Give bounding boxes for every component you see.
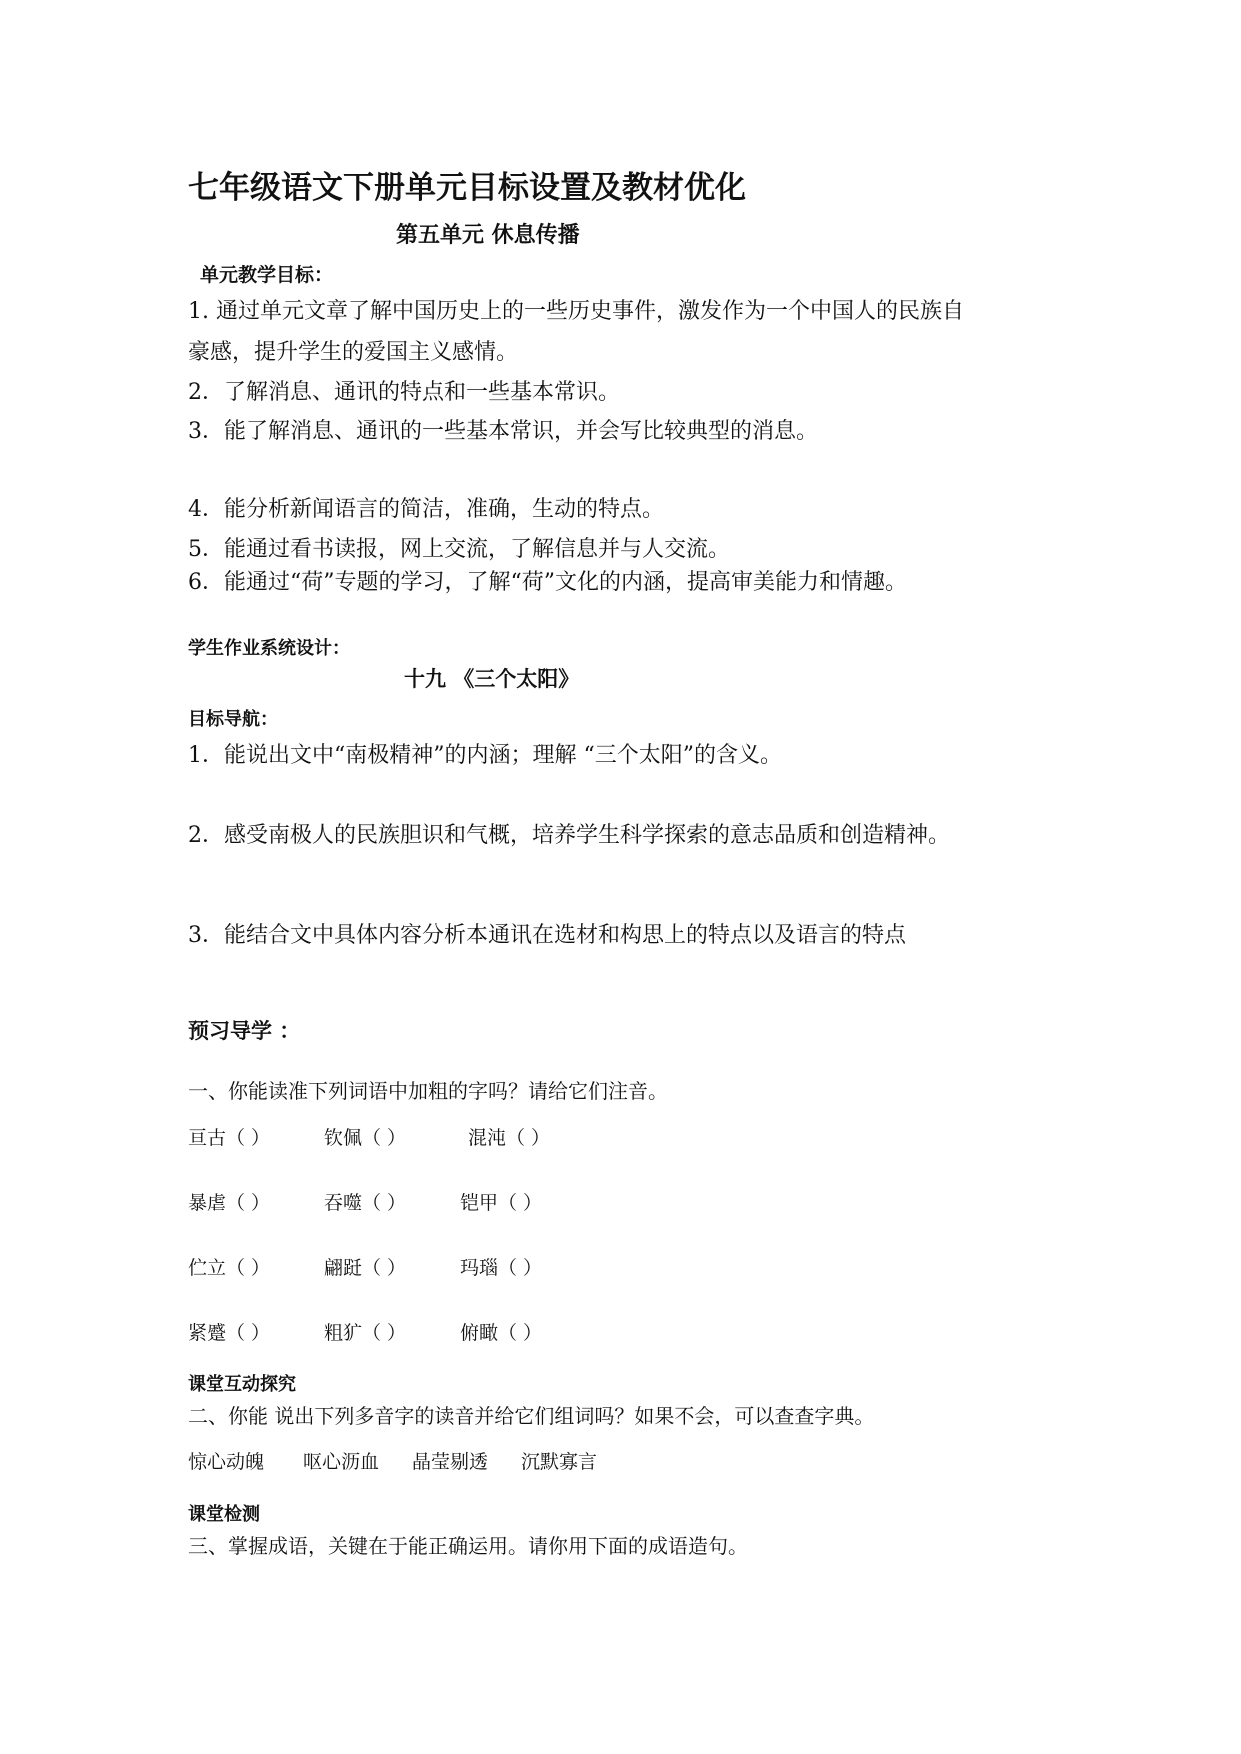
word-item: 紧蹙（ ） — [188, 1322, 271, 1344]
unit-title: 第五单元 休息传播 — [396, 223, 580, 248]
question-two: 二、你能 说出下列多音字的读音并给它们组词吗？如果不会，可以查查字典。 — [188, 1404, 875, 1428]
polyphone-word: 呕心沥血 — [303, 1451, 380, 1473]
goals-heading: 目标导航： — [188, 709, 278, 730]
document-title: 七年级语文下册单元目标设置及教材优化 — [188, 170, 746, 206]
word-item: 吞噬（ ） — [324, 1192, 407, 1214]
word-item: 玛瑙（ ） — [460, 1257, 543, 1279]
word-item: 铠甲（ ） — [460, 1192, 543, 1214]
word-item: 混沌（ ） — [468, 1127, 551, 1149]
word-item: 暴虐（ ） — [188, 1192, 271, 1214]
question-one: 一、你能读准下列词语中加粗的字吗？请给它们注音。 — [188, 1079, 668, 1103]
word-item: 伫立（ ） — [188, 1257, 271, 1279]
question-three: 三、掌握成语，关键在于能正确运用。请你用下面的成语造句。 — [188, 1534, 748, 1558]
polyphone-word: 沉默寡言 — [521, 1451, 598, 1473]
word-item: 粗犷（ ） — [324, 1322, 407, 1344]
polyphone-word: 晶莹剔透 — [412, 1451, 489, 1473]
test-heading: 课堂检测 — [188, 1504, 260, 1525]
goal-item: 1．能说出文中“南极精神”的内涵；理解 “三个太阳”的含义。 — [188, 743, 782, 768]
objective-item: 4．能分析新闻语言的简洁，准确，生动的特点。 — [188, 497, 664, 522]
objective-item: 3．能了解消息、通讯的一些基本常识，并会写比较典型的消息。 — [188, 419, 818, 444]
goal-item: 2．感受南极人的民族胆识和气概，培养学生科学探索的意志品质和创造精神。 — [188, 823, 950, 848]
preview-heading: 预习导学 ： — [188, 1019, 301, 1043]
objective-item: 5．能通过看书读报，网上交流，了解信息并与人交流。 — [188, 537, 730, 562]
objectives-heading: 单元教学目标： — [200, 264, 334, 286]
objective-item: 1. 通过单元文章了解中国历史上的一些历史事件，激发作为一个中国人的民族自 — [188, 299, 964, 324]
lesson-title: 十九 《三个太阳》 — [404, 667, 580, 691]
objective-item: 2．了解消息、通讯的特点和一些基本常识。 — [188, 380, 620, 405]
goal-item: 3．能结合文中具体内容分析本通讯在选材和构思上的特点以及语言的特点 — [188, 923, 906, 948]
objective-item: 豪感，提升学生的爱国主义感情。 — [188, 340, 519, 365]
objective-item: 6．能通过“荷”专题的学习，了解“荷”文化的内涵，提高审美能力和情趣。 — [188, 570, 907, 595]
classroom-heading: 课堂互动探究 — [188, 1374, 296, 1395]
word-item: 钦佩（ ） — [324, 1127, 407, 1149]
word-item: 俯瞰（ ） — [460, 1322, 543, 1344]
word-item: 亘古（ ） — [188, 1127, 271, 1149]
word-item: 翩跹（ ） — [324, 1257, 407, 1279]
homework-heading: 学生作业系统设计： — [188, 638, 350, 659]
polyphone-word: 惊心动魄 — [188, 1451, 265, 1473]
